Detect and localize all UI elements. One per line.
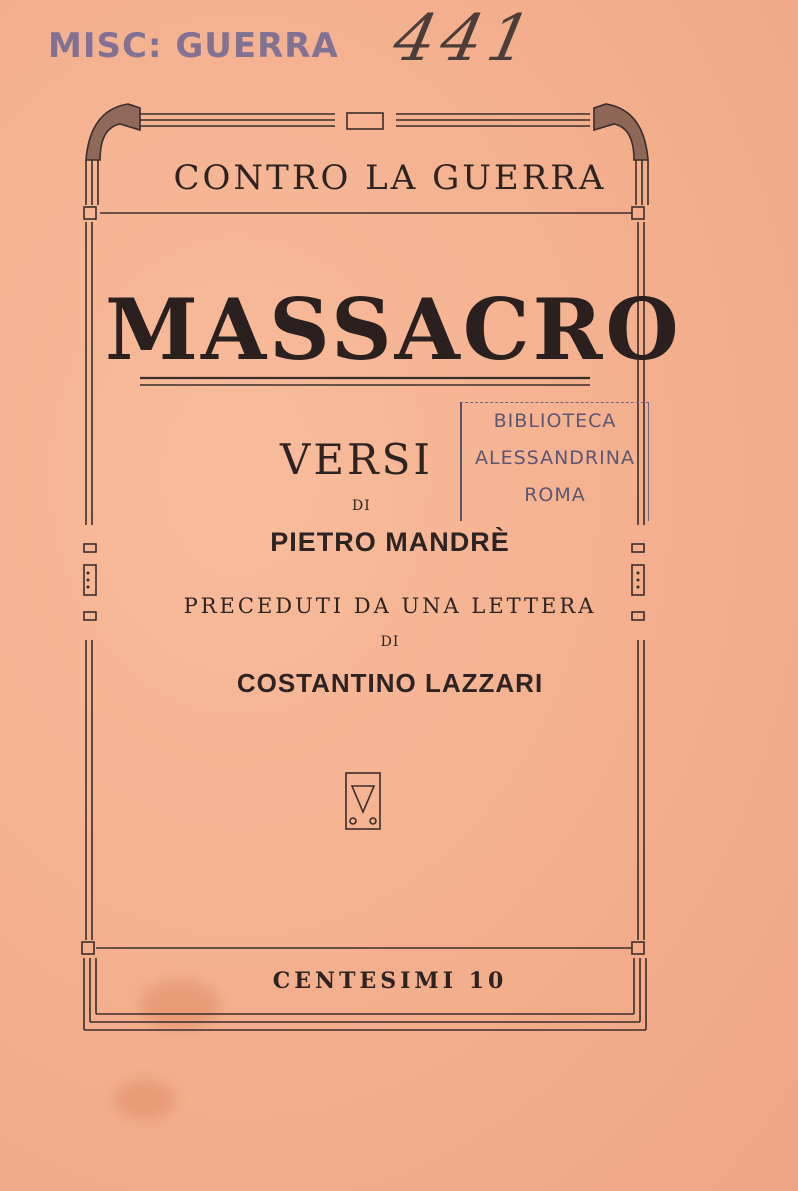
library-stamp-line: BIBLIOTECA bbox=[493, 410, 617, 432]
by-label: DI bbox=[380, 634, 400, 650]
preceded-by-text: PRECEDUTI DA UNA LETTERA bbox=[183, 594, 597, 618]
author-name: PIETRO MANDRÈ bbox=[270, 527, 510, 557]
series-title: CONTRO LA GUERRA bbox=[173, 158, 607, 198]
book-title: MASSACRO bbox=[105, 280, 682, 379]
shelfmark: 441 bbox=[387, 2, 544, 76]
price: CENTESIMI 10 bbox=[272, 968, 508, 994]
by-label: DI bbox=[352, 498, 371, 514]
letter-author-name: COSTANTINO LAZZARI bbox=[236, 668, 544, 698]
collection-stamp: MISC: GUERRA bbox=[48, 26, 339, 66]
library-stamp-line: ROMA bbox=[524, 484, 586, 506]
library-stamp bbox=[460, 402, 649, 521]
subtitle: VERSI bbox=[280, 435, 433, 484]
library-stamp-line: ALESSANDRINA bbox=[475, 447, 635, 469]
